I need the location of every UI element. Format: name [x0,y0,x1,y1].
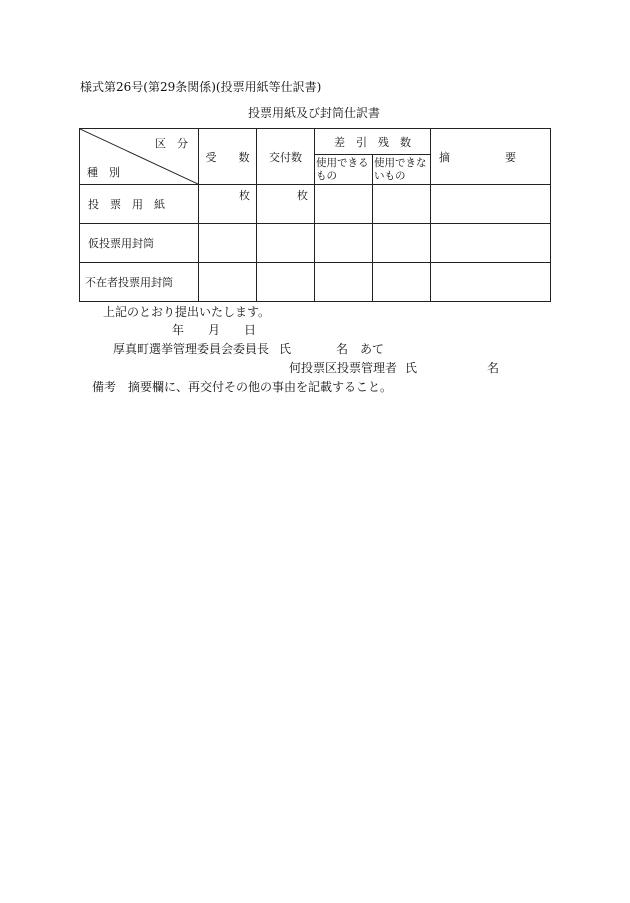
header-corner-cell [80,129,199,185]
cell-usable [315,185,373,224]
row-label-text: 投 票 用 紙 [88,198,165,211]
cell-unusable [373,224,431,263]
cell-issued [257,185,315,224]
issued-header [257,129,315,185]
unit-received: 枚 [239,189,250,202]
unusable-header-label: 使用できないもの [374,156,427,182]
header-type: 種 別 [87,166,120,179]
cell-issued [257,224,315,263]
document-title: 投票用紙及び封筒仕訳書 [248,106,381,120]
issued-header-label: 交付数 [269,150,302,164]
cell-received [199,263,257,302]
addressee-shi: 氏 [279,342,292,356]
remarks-header [431,129,551,185]
row-label-ballot-paper [80,185,199,224]
unit-issued: 枚 [297,189,308,202]
cell-usable [315,263,373,302]
cell-remarks [431,263,551,302]
cell-usable [315,224,373,263]
submitter-title: 何投票区投票管理者 [289,361,398,375]
unusable-header [373,155,431,185]
row-label-provisional-envelope [80,224,199,263]
date-line: 年 月 日 [172,323,257,337]
header-division: 区 分 [155,137,188,150]
addressee-mei: 名 [336,342,349,356]
usable-header [315,155,373,185]
cell-remarks [431,185,551,224]
sorting-table [79,128,551,302]
balance-header [315,129,431,155]
cell-issued [257,263,315,302]
row-label-text: 仮投票用封筒 [88,237,154,250]
row-label-text: 不在者投票用封筒 [85,276,173,289]
form-number: 様式第26号(第29条関係)(投票用紙等仕訳書) [80,80,322,94]
remarks-header-label: 摘 要 [439,150,516,164]
received-header [199,129,257,185]
remarks-note: 備考 摘要欄に、再交付その他の事由を記載すること。 [92,380,393,394]
balance-header-label: 差 引 残 数 [334,135,411,149]
cell-unusable [373,185,431,224]
usable-header-label: 使用できるもの [316,156,369,182]
row-label-absentee-envelope [80,263,199,302]
submitter-mei: 名 [487,361,500,375]
submitter-shi: 氏 [405,361,418,375]
cell-received [199,224,257,263]
submission-statement: 上記のとおり提出いたします。 [103,305,271,319]
received-header-label: 受 数 [205,150,250,164]
cell-received [199,185,257,224]
cell-unusable [373,263,431,302]
addressee-ate: あて [360,342,385,356]
addressee-org: 厚真町選挙管理委員会委員長 [113,342,270,356]
cell-remarks [431,224,551,263]
